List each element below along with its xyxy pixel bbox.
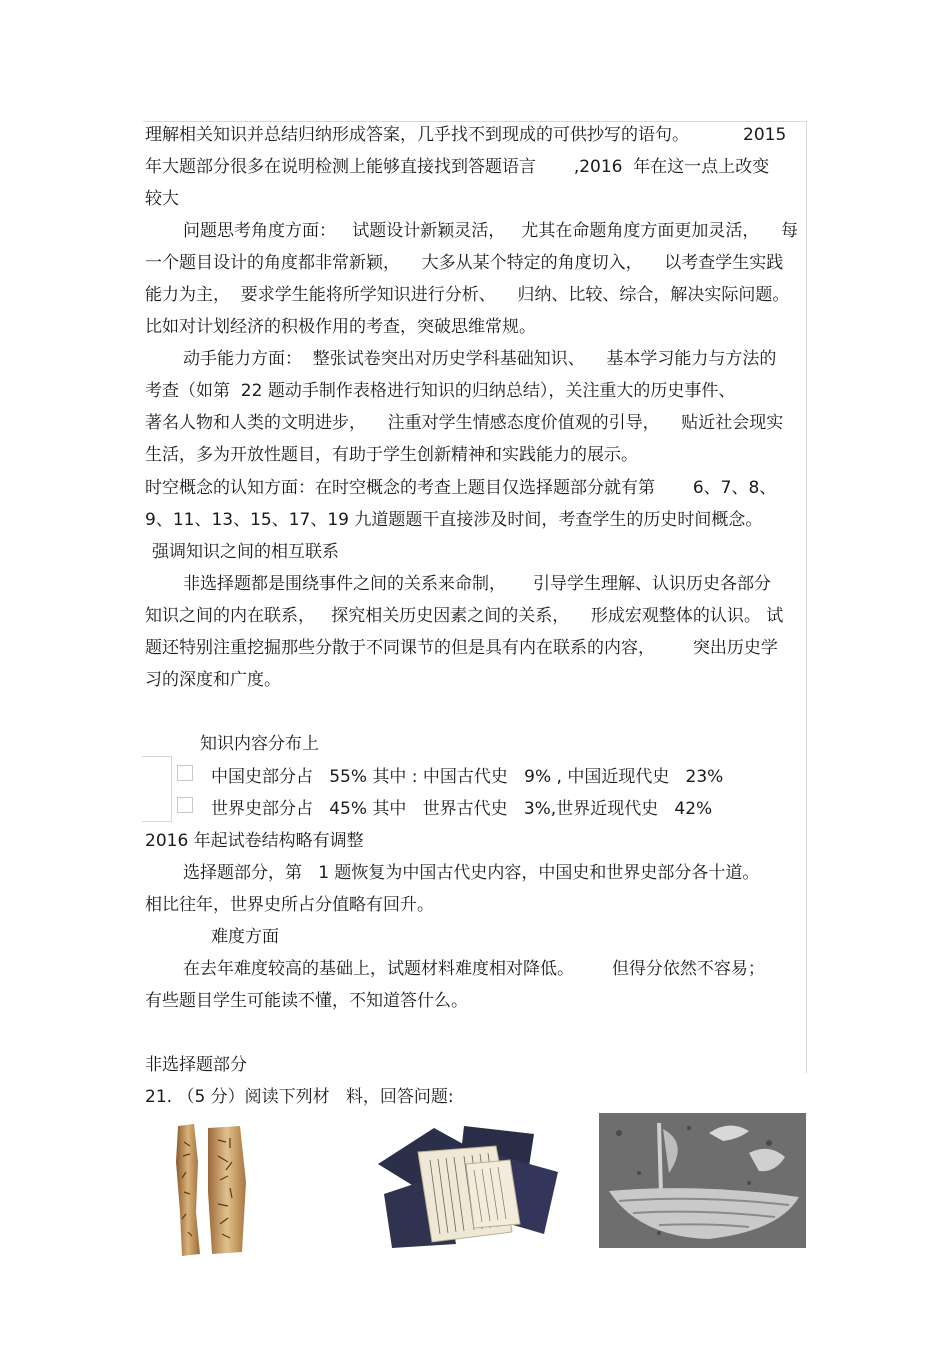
text-line-23: 选择题部分，第 1 题恢复为中国古代史内容，中国史和世界史部分各十道。 xyxy=(183,863,760,883)
text-line-8: 动手能力方面： 整张试卷突出对历史学科基础知识、 基本学习能力与方法的 xyxy=(183,349,777,369)
text-line-25: 难度方面 xyxy=(211,927,279,947)
text-line-16: 知识之间的内在联系， 探究相关历史因素之间的关系， 形成宏观整体的认识。 试 xyxy=(145,606,784,626)
text-line-20: 中国史部分占 55% 其中 : 中国古代史 9% , 中国近现代史 23% xyxy=(211,767,724,787)
text-line-24: 相比往年，世界史所占分值略有回升。 xyxy=(145,895,434,915)
text-line-13: 9、11、13、15、17、19 九道题题干直接涉及时间，考查学生的历史时间概念。 xyxy=(145,510,763,530)
text-line-22: 2016 年起试卷结构略有调整 xyxy=(145,831,364,851)
text-line-27: 有些题目学生可能读不懂，不知道答什么。 xyxy=(145,991,468,1011)
text-line-21: 世界史部分占 45% 其中 世界古代史 3%,世界近现代史 42% xyxy=(211,799,713,819)
list-bracket xyxy=(142,756,172,822)
text-line-15: 非选择题都是围绕事件之间的关系来命制， 引导学生理解、认识历史各部分 xyxy=(183,574,772,594)
text-line-5: 一个题目设计的角度都非常新颖， 大多从某个特定的角度切入， 以考查学生实践 xyxy=(145,253,784,273)
text-line-28: 非选择题部分 xyxy=(145,1055,247,1075)
text-line-10: 著名人物和人类的文明进步， 注重对学生情感态度价值观的引导， 贴近社会现实 xyxy=(145,413,784,433)
text-line-1: 理解相关知识并总结归纳形成答案，几乎找不到现成的可供抄写的语句。 2015 xyxy=(145,125,787,145)
text-line-12: 时空概念的认知方面：在时空概念的考查上题目仅选择题部分就有第 6、7、8、 xyxy=(145,478,777,498)
stone-relief-ship-image xyxy=(599,1113,806,1248)
text-line-6: 能力为主， 要求学生能将所学知识进行分析、 归纳、比较、综合，解决实际问题。 xyxy=(145,285,790,305)
oracle-bone-image xyxy=(168,1122,258,1258)
text-line-9: 考查（如第 22 题动手制作表格进行知识的归纳总结），关注重大的历史事件、 xyxy=(145,381,736,401)
text-line-14: 强调知识之间的相互联系 xyxy=(152,542,339,562)
text-line-19: 知识内容分布上 xyxy=(200,734,319,754)
text-line-17: 题还特别注重挖掘那些分散于不同课节的但是具有内在联系的内容， 突出历史学 xyxy=(145,638,778,658)
checkbox-icon xyxy=(177,765,193,781)
text-line-4: 问题思考角度方面： 试题设计新颖灵活， 尤其在命题角度方面更加灵活， 每 xyxy=(183,221,799,241)
text-line-29: 21. （5 分）阅读下列材 料，回答问题: xyxy=(145,1087,454,1107)
text-line-11: 生活，多为开放性题目，有助于学生创新精神和实践能力的展示。 xyxy=(145,445,638,465)
text-line-18: 习的深度和广度。 xyxy=(145,670,281,690)
text-line-7: 比如对计划经济的积极作用的考查，突破思维常规。 xyxy=(145,317,536,337)
text-line-3: 较大 xyxy=(145,189,179,209)
text-line-2: 年大题部分很多在说明检测上能够直接找到答题语言 ,2016 年在这一点上改变 xyxy=(145,157,770,177)
checkbox-icon xyxy=(177,797,193,813)
text-line-26: 在去年难度较高的基础上，试题材料难度相对降低。 但得分依然不容易； xyxy=(183,959,765,979)
ancient-book-image xyxy=(374,1124,560,1250)
